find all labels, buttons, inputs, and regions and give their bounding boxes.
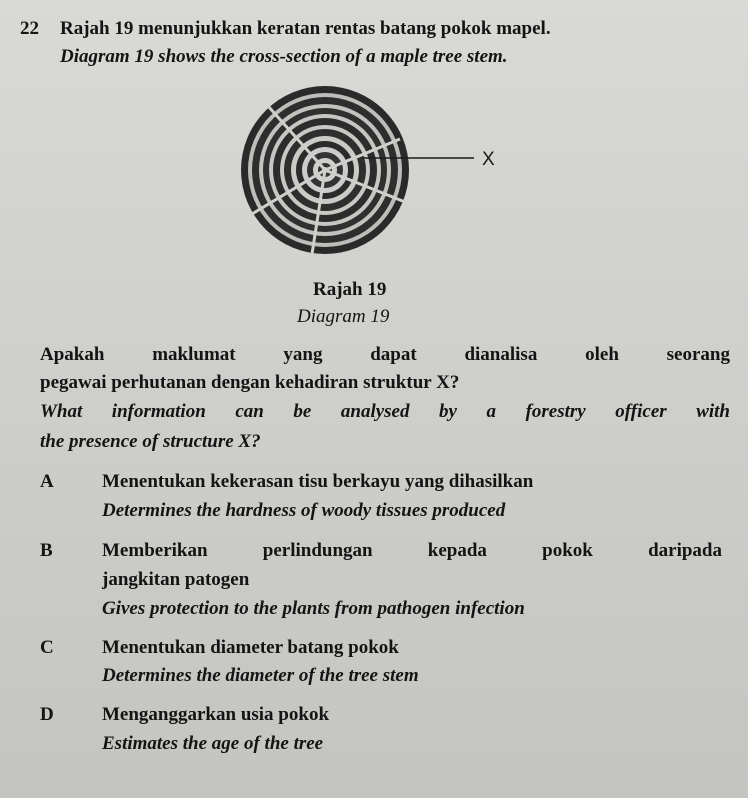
stem-en-line-2: the presence of structure X? <box>40 431 261 452</box>
stem-ms-line-1: Apakah maklumat yang dapat dianalisa oleh seorang <box>40 344 730 365</box>
diagram-caption-en: Diagram 19 <box>297 306 390 327</box>
question-intro-ms: Rajah 19 menunjukkan keratan rentas batang pokok mapel. <box>60 18 551 39</box>
question-intro-en: Diagram 19 shows the cross-section of a maple tree stem. <box>60 46 508 67</box>
option-b-letter: B <box>40 540 53 561</box>
option-b-ms-line-2: jangkitan patogen <box>102 569 250 590</box>
label-x: X <box>482 149 495 170</box>
option-a-en: Determines the hardness of woody tissues produced <box>102 500 506 521</box>
stem-ms-line-2: pegawai perhutanan dengan kehadiran struktur X? <box>40 372 460 393</box>
tree-cross-section-diagram <box>240 84 540 274</box>
option-c-letter: C <box>40 637 54 658</box>
option-c-en: Determines the diameter of the tree stem <box>102 665 419 686</box>
option-c-ms: Menentukan diameter batang pokok <box>102 637 399 658</box>
option-b-en: Gives protection to the plants from pathogen infection <box>102 598 525 619</box>
option-d-ms: Menganggarkan usia pokok <box>102 704 330 725</box>
option-d-en: Estimates the age of the tree <box>102 733 324 754</box>
stem-en-line-1: What information can be analysed by a forestry officer with <box>40 401 730 422</box>
question-number: 22 <box>20 18 39 39</box>
option-a-letter: A <box>40 471 54 492</box>
option-d-letter: D <box>40 704 54 725</box>
option-a-ms: Menentukan kekerasan tisu berkayu yang dihasilkan <box>102 471 534 492</box>
diagram-caption-ms: Rajah 19 <box>313 279 387 300</box>
option-b-ms-line-1: Memberikan perlindungan kepada pokok daripada <box>102 540 722 561</box>
